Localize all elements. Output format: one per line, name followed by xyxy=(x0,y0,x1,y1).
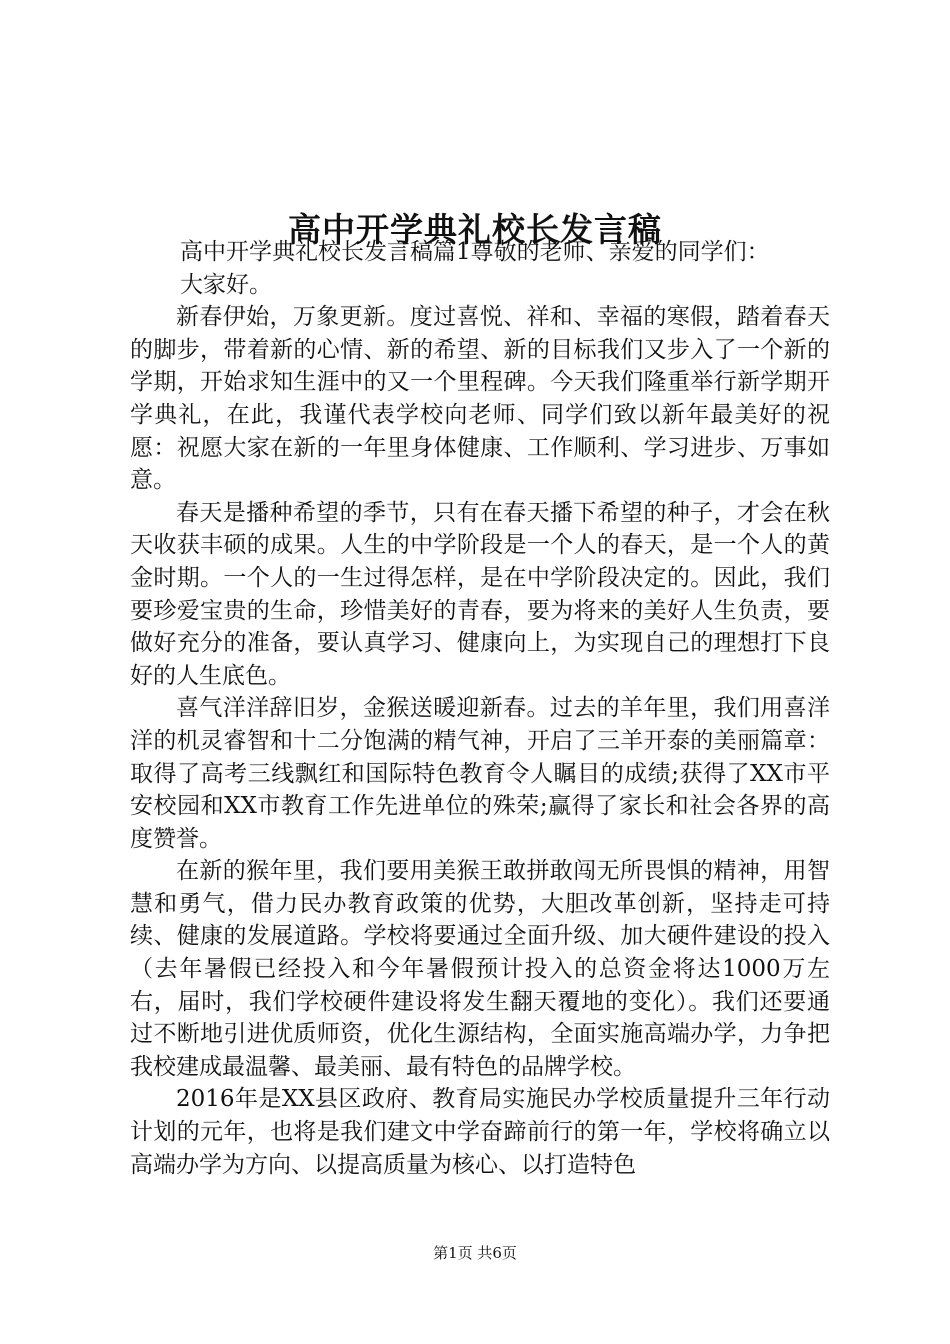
page-number-footer: 第1页 共6页 xyxy=(433,1244,517,1262)
paragraph-2016-plan: 2016年是XX县区政府、教育局实施民办学校质量提升三年行动计划的元年，也将是我们建文中学奋蹄前行的第一年，学校将确立以高端办学为方向、以提高质量为核心、以打造特色 xyxy=(130,1086,830,1178)
paragraph-year-of-goat: 喜气洋洋辞旧岁，金猴送暖迎新春。过去的羊年里，我们用喜洋洋的机灵睿智和十二分饱满的精气神，开启了三羊开泰的美丽篇章：取得了高考三线飘红和国际特色教育令人瞩目的成绩;获得了XX市平安校园和XX市教育工作先进单位的殊荣;赢得了家长和社会各界的高度赞誉。 xyxy=(130,695,830,852)
document-body xyxy=(130,236,830,1181)
paragraph-salutation: 高中开学典礼校长发言稿篇1尊敬的老师、亲爱的同学们： xyxy=(180,239,770,265)
paragraph-year-of-monkey: 在新的猴年里，我们要用美猴王敢拼敢闯无所畏惧的精神，用智慧和勇气，借力民办教育政策的优势，大胆改革创新，坚持走可持续、健康的发展道路。学校将要通过全面升级、加大硬件建设的投入（去年暑假已经投入和今年暑假预计投入的总资金将达1000万左右，届时，我们学校硬件建设将发生翻天覆地的变化）。我们还要通过不断地引进优质师资，优化生源结构，全面实施高端办学，力争把我校建成最温馨、最美丽、最有特色的品牌学校。 xyxy=(130,858,830,1080)
paragraph-new-spring: 新春伊始，万象更新。度过喜悦、祥和、幸福的寒假，踏着春天的脚步，带着新的心情、新的希望、新的目标我们又步入了一个新的学期，开始求知生涯中的又一个里程碑。今天我们隆重举行新学期开学典礼，在此，我谨代表学校向老师、同学们致以新年最美好的祝愿：祝愿大家在新的一年里身体健康、工作顺利、学习进步、万事如意。 xyxy=(130,304,830,494)
paragraph-spring-season: 春天是播种希望的季节，只有在春天播下希望的种子，才会在秋天收获丰硕的成果。人生的中学阶段是一个人的春天，是一个人的黄金时期。一个人的一生过得怎样，是在中学阶段决定的。因此，我们要珍爱宝贵的生命，珍惜美好的青春，要为将来的美好人生负责，要做好充分的准备，要认真学习、健康向上，为实现自己的理想打下良好的人生底色。 xyxy=(130,499,830,689)
document-title: 高中开学典礼校长发言稿 xyxy=(288,210,662,250)
paragraph-greeting: 大家好。 xyxy=(180,271,272,298)
